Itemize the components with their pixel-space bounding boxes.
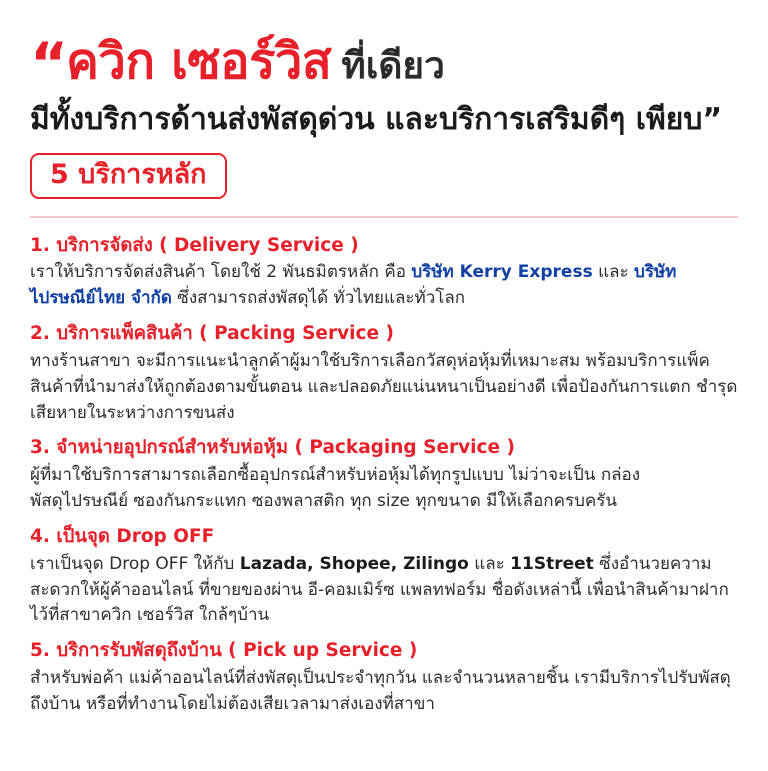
close-quote: ”: [702, 102, 723, 138]
service-body: [30, 666, 738, 718]
service-title: 3. จำหน่ายอุปกรณ์สำหรับห่อหุ้ม ( Packaging Service ): [30, 437, 515, 459]
service-item: [30, 638, 738, 717]
service-item: [30, 321, 738, 426]
service-body: [30, 552, 738, 629]
service-highlight: Lazada, Shopee, Zilingo: [239, 553, 469, 574]
services-list: [30, 233, 738, 718]
service-text: ผู้ที่มาใช้บริการสามารถเลือกซื้ออุปกรณ์สำหรับห่อหุ้มได้ทุกรูปแบบ ไม่ว่าจะเป็น กล่องพัสดุไปรษณีย์ ซองกันกระแทก ซองพลาสติก ทุก size ทุกขนาด มีให้เลือกครบครัน: [30, 465, 641, 512]
service-highlight: บริษัทไปรษณีย์ไทย จำกัด: [30, 262, 677, 309]
service-body: [30, 463, 738, 515]
divider: [30, 216, 738, 218]
service-body: [30, 260, 738, 312]
service-item: [30, 233, 738, 312]
service-text: สำหรับพ่อค้า แม่ค้าออนไลน์ที่ส่งพัสดุเป็นประจำทุกวัน และจำนวนหลายชิ้น เรามีบริการไปรับพัสดุถึงบ้าน หรือที่ทำงานโดยไม่ต้องเสียเวลามาส่งเองที่สาขา: [30, 668, 731, 714]
headline-block: [30, 30, 738, 139]
service-title: 2. บริการแพ็คสินค้า ( Packing Service ): [30, 323, 394, 345]
service-text: และ: [592, 262, 635, 283]
open-quote: “: [30, 30, 67, 98]
service-text: ทางร้านสาขา จะมีการแนะนำลูกค้าผู้มาใช้บริการเลือกวัสดุห่อหุ้มที่เหมาะสม พร้อมบริการแพ็คสินค้าที่นำมาส่งให้ถูกต้องตามขั้นตอน และปลอดภัยแน่นหนาเป็นอย่างดี เพื่อป้องกันการแตก ชำรุด เสียหายในระหว่างการขนส่ง: [30, 350, 738, 423]
service-item: [30, 435, 738, 514]
service-text: เราให้บริการจัดส่งสินค้า โดยใช้ 2 พันธมิตรหลัก คือ: [30, 262, 412, 283]
service-highlight: บริษัท Kerry Express: [411, 262, 593, 283]
service-title: 4. เป็นจุด Drop OFF: [30, 525, 215, 547]
service-text: เราเป็นจุด Drop OFF ให้กับ: [30, 553, 240, 574]
service-text: ซึ่งสามารถส่งพัสดุได้ ทั่วไทยและทั่วโลก: [171, 288, 466, 309]
headline-red-text: ควิก เซอร์วิส: [66, 33, 332, 90]
badge-wrap: [30, 153, 738, 199]
service-text: ซึ่งอำนวยความสะดวกให้ผู้ค้าออนไลน์ ที่ขายของผ่าน อี-คอมเมิร์ซ แพลทฟอร์ม ชื่อดังเหล่านี้ เพื่อนำสินค้ามาฝากไว้ที่สาขาควิก เซอร์วิส ใกล้ๆบ้าน: [30, 553, 729, 626]
subheadline-text: มีทั้งบริการด้านส่งพัสดุด่วน และบริการเสริมดีๆ เพียบ: [30, 102, 703, 138]
service-highlight: 11Street: [510, 553, 594, 574]
subheadline: [30, 101, 738, 139]
services-count-badge: 5 บริการหลัก: [30, 153, 227, 199]
service-item: [30, 524, 738, 629]
service-title: 1. บริการจัดส่ง ( Delivery Service ): [30, 234, 359, 256]
service-body: [30, 349, 738, 426]
service-title: 5. บริการรับพัสดุถึงบ้าน ( Pick up Service ): [30, 640, 418, 662]
headline: [30, 30, 738, 98]
service-text: และ: [468, 553, 511, 574]
headline-dark-text: ที่เดียว: [341, 44, 445, 87]
